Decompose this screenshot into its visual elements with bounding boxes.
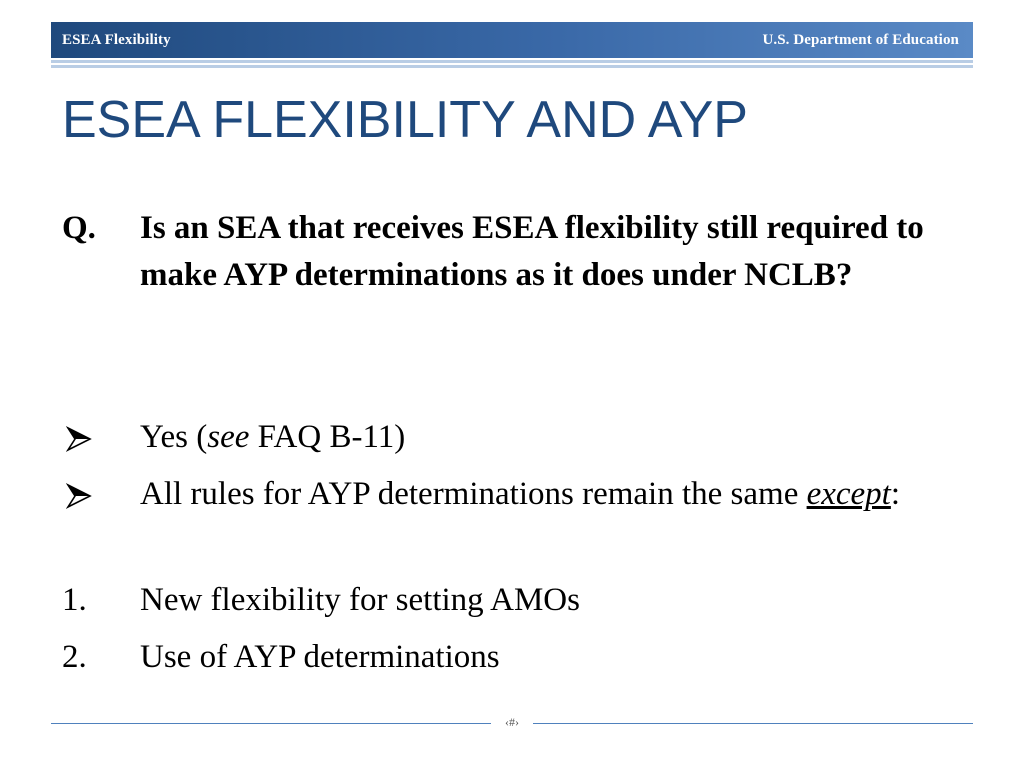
numbered-marker: 2. xyxy=(62,639,87,675)
footer-rule xyxy=(51,723,491,724)
bullet-text xyxy=(140,414,960,461)
footer-rule xyxy=(533,723,973,724)
bullet-text-part: FAQ B-11) xyxy=(249,419,406,455)
arrow-bullet-icon xyxy=(66,426,92,452)
page-number: ‹#› xyxy=(505,715,519,729)
arrow-bullet-icon xyxy=(66,483,92,509)
bullet-text xyxy=(140,471,960,518)
bullet-text-emphasis: except xyxy=(806,476,891,512)
numbered-text: New flexibility for setting AMOs xyxy=(140,582,580,618)
bullet-text-italic: see xyxy=(207,419,250,455)
header-rule xyxy=(51,60,973,63)
question-label: Q. xyxy=(62,210,96,246)
bullet-text-part: : xyxy=(890,476,901,512)
header-rule xyxy=(51,65,973,68)
header-right-label: U.S. Department of Education xyxy=(762,31,959,48)
question-text: Is an SEA that receives ESEA flexibility still required to make AYP determinations as it does under NCLB? xyxy=(140,210,924,293)
bullet-text-part: Yes ( xyxy=(140,419,208,455)
numbered-marker: 1. xyxy=(62,582,87,618)
header-left-label: ESEA Flexibility xyxy=(62,31,171,48)
numbered-text: Use of AYP determinations xyxy=(140,639,500,675)
slide-title: ESEA FLEXIBILITY AND AYP xyxy=(62,91,748,149)
header-bar xyxy=(51,22,973,58)
bullet-text-part: All rules for AYP determinations remain the same xyxy=(140,476,807,512)
